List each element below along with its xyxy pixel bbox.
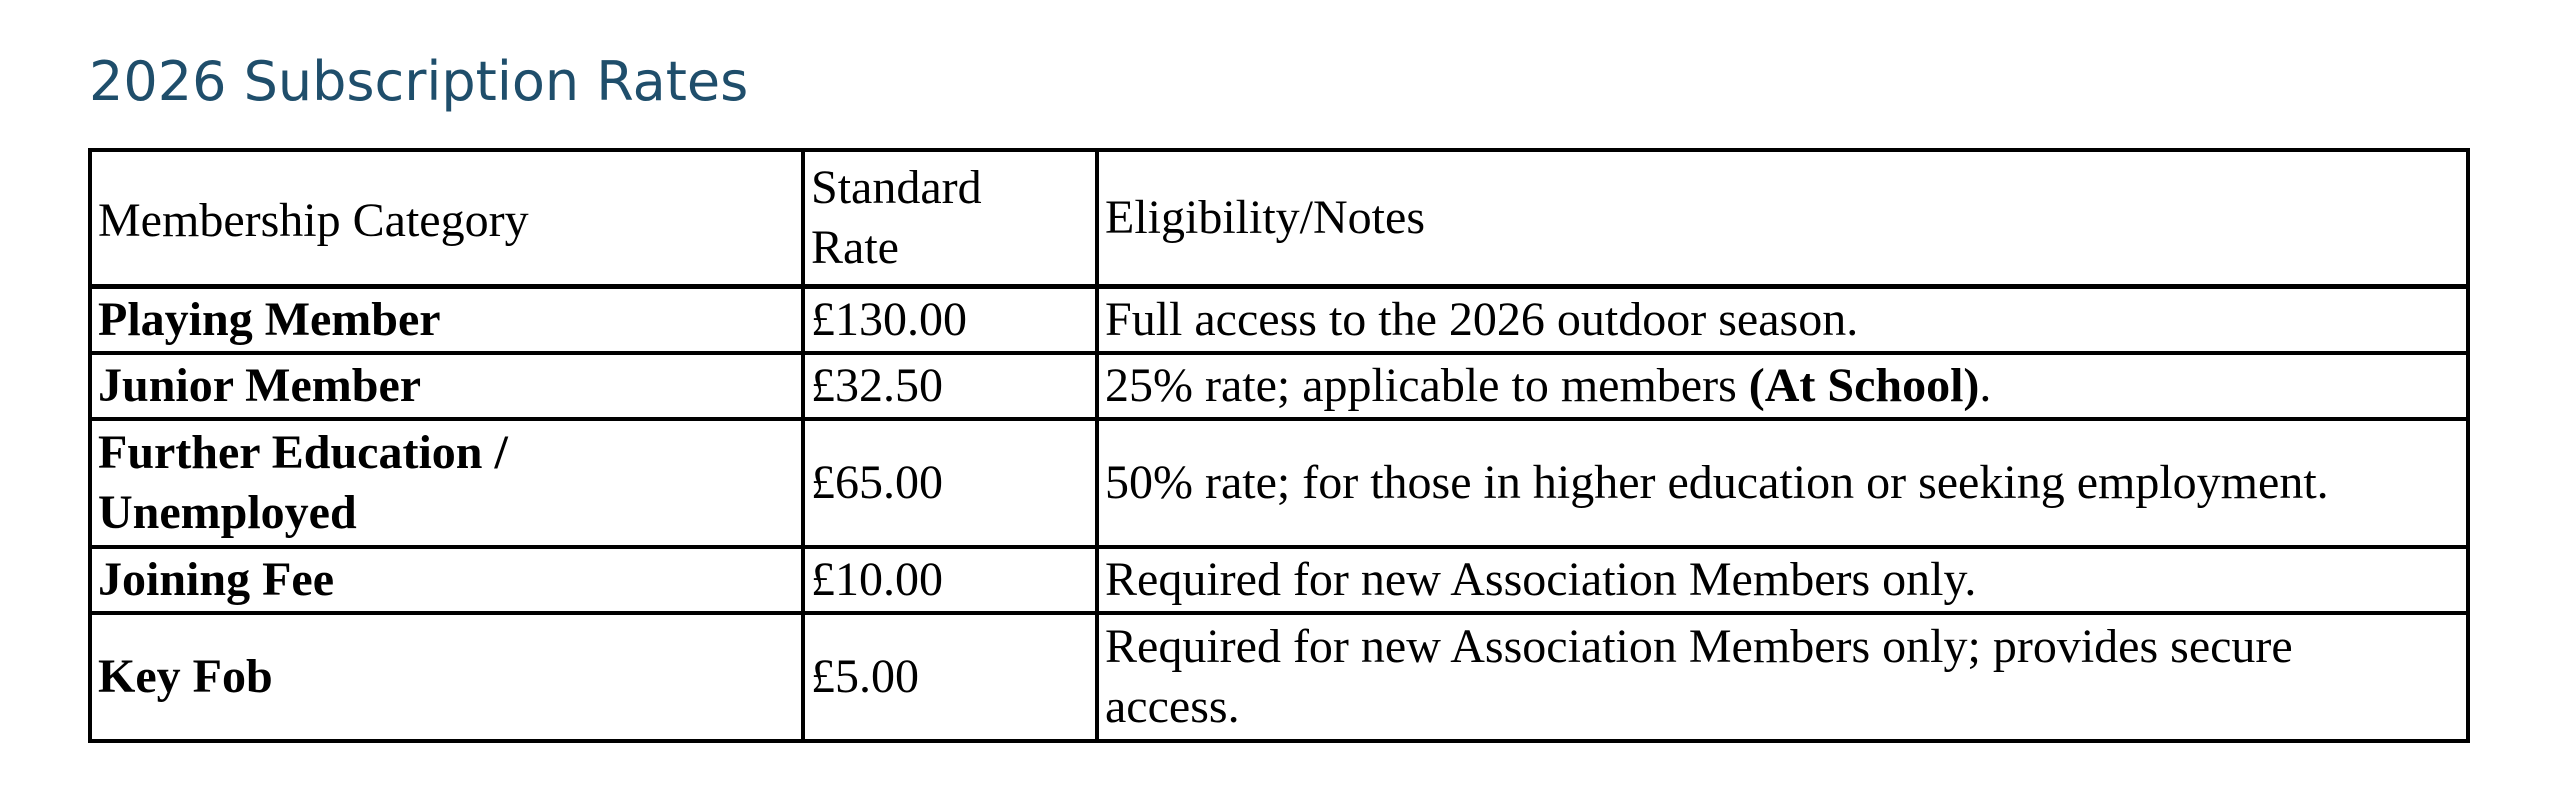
header-notes-label: Eligibility/Notes <box>1105 191 1425 244</box>
notes-cell <box>1097 419 2468 547</box>
notes-text: Required for new Association Members only. <box>1105 553 1977 606</box>
notes-cell <box>1097 353 2468 419</box>
header-category-label: Membership Category <box>98 194 529 247</box>
notes-text: 50% rate; for those in higher education or seeking employment. <box>1105 456 2329 509</box>
subscription-rates-table <box>88 148 2470 743</box>
notes-cell <box>1097 613 2468 741</box>
page-title: 2026 Subscription Rates <box>89 50 749 113</box>
category-cell <box>90 547 803 613</box>
header-standard-rate <box>803 150 1097 287</box>
rate-cell <box>803 613 1097 741</box>
rate-value: £10.00 <box>811 553 943 606</box>
notes-text: 25% rate; applicable to members <box>1105 359 1749 412</box>
rate-cell <box>803 287 1097 354</box>
notes-text: Full access to the 2026 outdoor season. <box>1105 293 1859 346</box>
category-cell <box>90 419 803 547</box>
notes-cell <box>1097 287 2468 354</box>
table-row-key-fob <box>90 613 2468 741</box>
table-header-row <box>90 150 2468 287</box>
rate-value: £32.50 <box>811 359 943 412</box>
table-row-junior-member <box>90 353 2468 419</box>
category-label: Playing Member <box>98 293 441 346</box>
rate-value: £5.00 <box>811 650 919 703</box>
rate-value: £65.00 <box>811 456 943 509</box>
category-label-line1: Further Education / <box>98 426 508 479</box>
category-label: Joining Fee <box>98 553 334 606</box>
rate-cell <box>803 353 1097 419</box>
table-row-joining-fee <box>90 547 2468 613</box>
table-row-further-education <box>90 419 2468 547</box>
category-label: Junior Member <box>98 359 422 412</box>
header-rate-label-line1: Standard <box>811 161 982 214</box>
header-rate-label-line2: Rate <box>811 221 899 274</box>
rate-value: £130.00 <box>811 293 967 346</box>
category-cell <box>90 287 803 354</box>
notes-suffix: . <box>1979 359 1992 412</box>
header-eligibility-notes <box>1097 150 2468 287</box>
rate-cell <box>803 547 1097 613</box>
category-label: Key Fob <box>98 650 273 703</box>
category-label-line2: Unemployed <box>98 486 357 539</box>
notes-cell <box>1097 547 2468 613</box>
category-cell <box>90 353 803 419</box>
notes-text-line1: Required for new Association Members only; provides secure <box>1105 620 2293 673</box>
rate-cell <box>803 419 1097 547</box>
category-cell <box>90 613 803 741</box>
notes-emphasis: (At School) <box>1748 359 1980 412</box>
notes-text-line2: access. <box>1105 680 1240 733</box>
table-row-playing-member <box>90 287 2468 354</box>
header-membership-category <box>90 150 803 287</box>
